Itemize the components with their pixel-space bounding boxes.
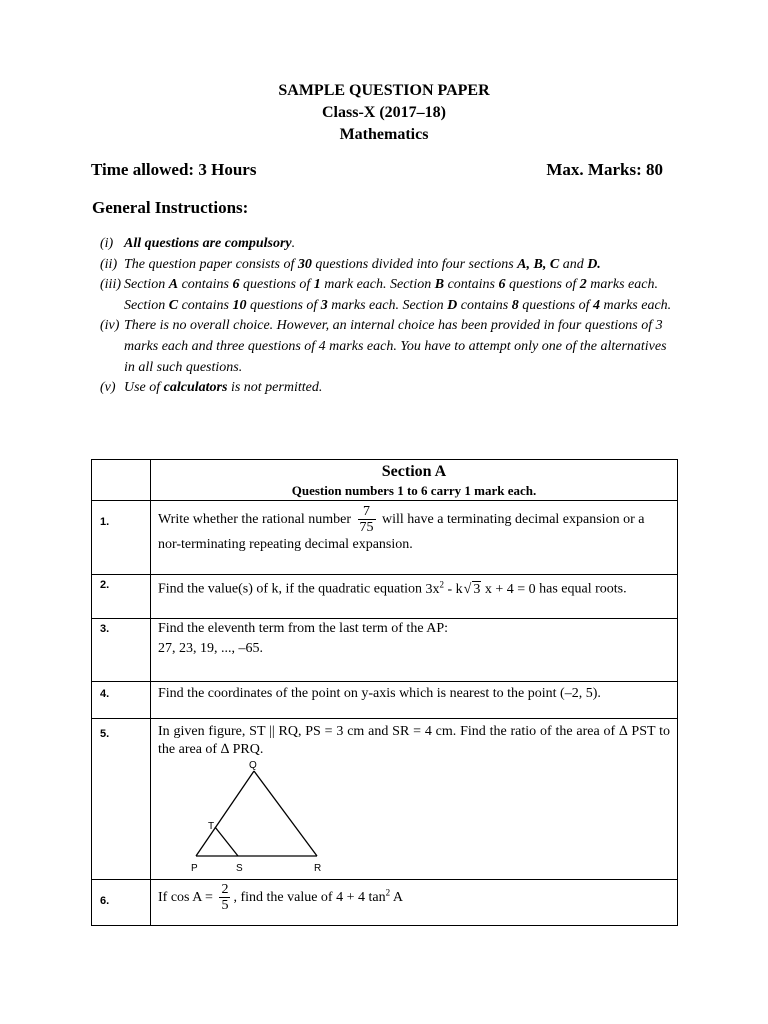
question-text-line2: nor-terminating repeating decimal expansion. bbox=[158, 536, 413, 552]
time-allowed: Time allowed: 3 Hours bbox=[91, 160, 257, 179]
section-header-cell bbox=[151, 460, 678, 501]
question-text: will have a terminating decimal expansion or a bbox=[382, 512, 645, 528]
question-text: , find the value of 4 + 4 tan bbox=[233, 890, 386, 906]
paper-subject: Mathematics bbox=[339, 126, 429, 143]
question-row-5 bbox=[92, 719, 678, 880]
paper-class: Class-X (2017–18) bbox=[322, 104, 446, 121]
label-r: R bbox=[314, 863, 322, 874]
equation-radicand: 3 bbox=[473, 581, 481, 597]
question-number: 5. bbox=[100, 728, 110, 740]
fraction-denominator: 5 bbox=[221, 898, 229, 914]
question-text: If cos A = bbox=[158, 890, 213, 906]
question-text: has equal roots. bbox=[539, 581, 627, 597]
instruction-item bbox=[100, 378, 680, 399]
max-marks: Max. Marks: 80 bbox=[546, 160, 663, 179]
instruction-item bbox=[100, 255, 680, 276]
instructions-heading: General Instructions: bbox=[92, 198, 249, 217]
instruction-text: There is no overall choice. However, an internal choice has been provided in four questions of 3 marks each and three questions of 4 marks each. You have to attempt only one of the alternatives in all such questions. bbox=[124, 318, 667, 375]
label-s: S bbox=[236, 863, 243, 874]
section-subtitle: Question numbers 1 to 6 carry 1 mark each. bbox=[291, 483, 537, 498]
instruction-item bbox=[100, 275, 680, 316]
instruction-number: (v) bbox=[100, 380, 116, 396]
equation-exponent: 2 bbox=[439, 579, 444, 589]
fraction bbox=[219, 882, 230, 914]
equation-term: - k bbox=[447, 581, 463, 597]
question-text: Find the value(s) of k, if the quadratic equation bbox=[158, 581, 422, 597]
question-text: Write whether the rational number bbox=[158, 512, 352, 528]
fraction-numerator: 2 bbox=[221, 882, 229, 897]
quadratic-equation: $3x^2 - k√$ 3 x + 4 = 0 bbox=[425, 579, 536, 597]
question-text: Find the eleventh term from the last term of the AP: bbox=[158, 621, 449, 636]
question-row-1 bbox=[92, 501, 678, 575]
side-pq bbox=[196, 771, 254, 856]
fraction-denominator: 75 bbox=[359, 520, 374, 536]
label-p: P bbox=[191, 863, 198, 874]
paper-title: SAMPLE QUESTION PAPER bbox=[278, 82, 490, 99]
fraction-numerator: 7 bbox=[358, 504, 376, 520]
question-number: 3. bbox=[100, 623, 110, 635]
instruction-number: (iv) bbox=[100, 318, 120, 334]
side-qr bbox=[254, 771, 317, 856]
question-text: In given figure, ST || RQ, PS = 3 cm and SR = 4 cm. Find the ratio of the area of ∆ PST to the area of ∆ PRQ. bbox=[158, 724, 670, 757]
question-text: A bbox=[390, 890, 403, 906]
question-row-4 bbox=[92, 682, 678, 719]
instruction-number: (ii) bbox=[100, 256, 118, 272]
instruction-number: (i) bbox=[100, 236, 114, 251]
question-number: 6. bbox=[100, 895, 110, 907]
instruction-text: The question paper consists of 30 questions divided into four sections A, B, C and D. bbox=[124, 256, 601, 272]
question-row-6 bbox=[92, 880, 678, 926]
question-number: 1. bbox=[100, 516, 110, 528]
instruction-text: Section A contains 6 questions of 1 mark each. Section B contains 6 questions of 2 marks each. Section C contains 10 questions of 3 marks each. Section D contains 8 questions of 4 marks each. bbox=[124, 277, 672, 313]
section-header-empty-cell bbox=[92, 460, 151, 501]
question-number: 4. bbox=[100, 688, 110, 700]
segment-st bbox=[215, 827, 238, 856]
question-row-2 bbox=[92, 575, 678, 619]
question-text-line2: 27, 23, 19, ..., –65. bbox=[158, 641, 263, 656]
question-text: Find the coordinates of the point on y-axis which is nearest to the point (–2, 5). bbox=[158, 686, 601, 701]
question-row-3 bbox=[92, 619, 678, 682]
exponent: 2 bbox=[385, 887, 391, 898]
equation-term: 3x bbox=[425, 581, 440, 597]
triangle-figure bbox=[174, 759, 374, 879]
instruction-item bbox=[100, 234, 680, 255]
fraction bbox=[358, 504, 376, 536]
section-a-table bbox=[91, 459, 678, 926]
label-q: Q bbox=[249, 760, 257, 771]
section-title: Section A bbox=[381, 463, 447, 480]
instruction-number: (iii) bbox=[100, 277, 121, 293]
equation-term: x + 4 = 0 bbox=[484, 581, 536, 597]
instruction-item bbox=[100, 316, 680, 378]
instruction-text: All questions are compulsory. bbox=[124, 236, 296, 251]
question-number: 2. bbox=[100, 579, 110, 591]
instructions-list bbox=[100, 234, 680, 399]
instruction-text: Use of calculators is not permitted. bbox=[124, 380, 323, 396]
label-t: T bbox=[208, 821, 215, 832]
